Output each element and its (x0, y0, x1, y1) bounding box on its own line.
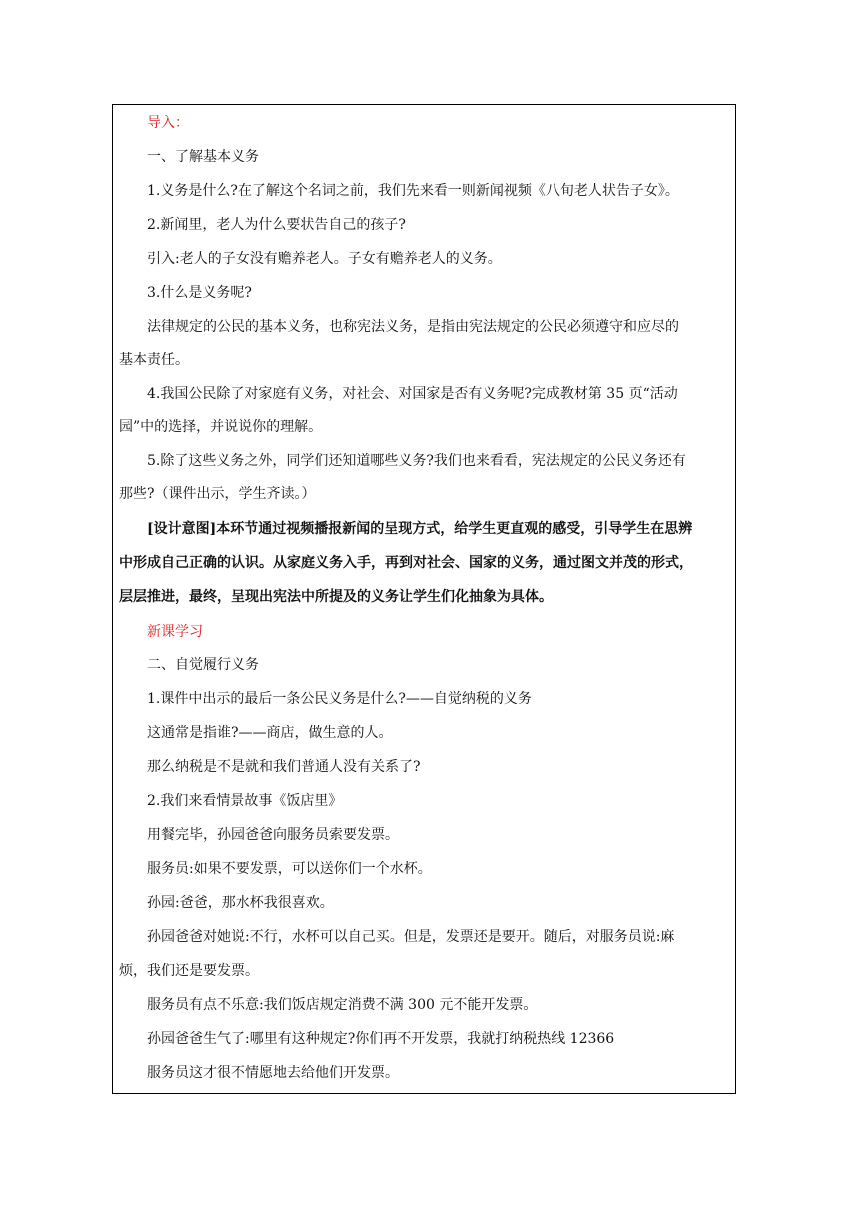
paragraph-line: 孙园:爸爸，那水杯我很喜欢。 (147, 895, 334, 911)
new-lesson-heading: 新课学习 (147, 624, 203, 640)
paragraph-line: 这通常是指谁?——商店，做生意的人。 (147, 725, 393, 741)
paragraph-line: 那些?（课件出示，学生齐读。） (119, 486, 316, 502)
paragraph-line: 2.新闻里，老人为什么要状告自己的孩子? (147, 217, 406, 233)
paragraph-line: 5.除了这些义务之外，同学们还知道哪些义务?我们也来看看，宪法规定的公民义务还有 (147, 453, 686, 469)
paragraph-line: 服务员这才很不情愿地去给他们开发票。 (147, 1065, 399, 1081)
paragraph-line: 烦，我们还是要发票。 (119, 963, 259, 979)
paragraph-line: 法律规定的公民的基本义务，也称宪法义务，是指由宪法规定的公民必须遵守和应尽的 (147, 319, 679, 335)
paragraph-line: 1.课件中出示的最后一条公民义务是什么?——自觉纳税的义务 (147, 691, 532, 707)
paragraph-line: 园”中的选择，并说说你的理解。 (119, 419, 323, 435)
paragraph-line: 用餐完毕，孙园爸爸向服务员索要发票。 (147, 827, 399, 843)
paragraph-line: 服务员:如果不要发票，可以送你们一个水杯。 (147, 861, 432, 877)
paragraph-line: 4.我国公民除了对家庭有义务，对社会、对国家是否有义务呢?完成教材第 35 页“活动 (147, 386, 678, 402)
paragraph-line: 孙园爸爸对她说:不行，水杯可以自己买。但是，发票还是要开。随后，对服务员说:麻 (147, 929, 675, 945)
design-intent-line: [设计意图]本环节通过视频播报新闻的呈现方式，给学生更直观的感受，引导学生在思辨 (147, 521, 693, 537)
paragraph-line: 引入:老人的子女没有赡养老人。子女有赡养老人的义务。 (147, 251, 502, 267)
design-intent-line: 层层推进，最终，呈现出宪法中所提及的义务让学生们化抽象为具体。 (119, 589, 553, 605)
paragraph-line: 2.我们来看情景故事《饭店里》 (147, 793, 343, 809)
section-one-title: 一、了解基本义务 (147, 149, 259, 165)
paragraph-line: 孙园爸爸生气了:哪里有这种规定?你们再不开发票，我就打纳税热线 12366 (147, 1031, 615, 1047)
intro-heading: 导入： (147, 115, 189, 131)
paragraph-line: 服务员有点不乐意:我们饭店规定消费不满 300 元不能开发票。 (147, 997, 538, 1013)
design-intent-line: 中形成自己正确的认识。从家庭义务入手，再到对社会、国家的义务，通过图文并茂的形式， (119, 555, 693, 571)
paragraph-line: 3.什么是义务呢? (147, 285, 252, 301)
paragraph-line: 基本责任。 (119, 352, 189, 368)
paragraph-line: 1.义务是什么?在了解这个名词之前，我们先来看一则新闻视频《八旬老人状告子女》。 (147, 183, 679, 199)
paragraph-line: 那么纳税是不是就和我们普通人没有关系了? (147, 759, 421, 775)
section-two-title: 二、自觉履行义务 (147, 657, 259, 673)
